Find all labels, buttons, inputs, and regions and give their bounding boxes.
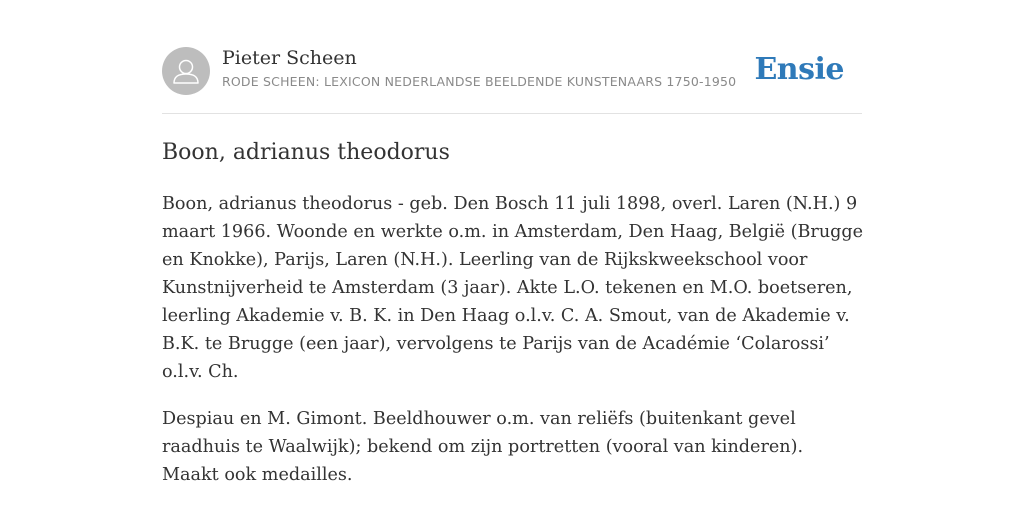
- divider: [162, 113, 862, 114]
- page-title: Boon, adrianus theodorus: [162, 140, 450, 165]
- user-icon: [162, 47, 210, 95]
- article-paragraph: Boon, adrianus theodorus - geb. Den Bosch 11 juli 1898, overl. Laren (N.H.) 9 maart 1966. Woonde en werkte o.m. in Amsterdam, Den Haag, België (Brugge en Knokke), Parijs, Laren (N.H.). Leerling van de Rijkskweekschool voor Kunstnijverheid te Amsterdam (3 jaar). Akte L.O. tekenen en M.O. boetseren, leerling Akademie v. B. K. in Den Haag o.l.v. C. A. Smout, van de Akademie v. B.K. te Brugge (een jaar), vervolgens te Parijs van de Académie ‘Colarossi’ o.l.v. Ch.: [162, 194, 864, 382]
- brand-logo[interactable]: Ensie: [754, 52, 844, 87]
- article-body: [162, 190, 864, 508]
- source-title[interactable]: RODE SCHEEN: LEXICON NEDERLANDSE BEELDENDE KUNSTENAARS 1750-1950: [222, 74, 737, 89]
- article-paragraph: Despiau en M. Gimont. Beeldhouwer o.m. van reliëfs (buitenkant gevel raadhuis te Waalwijk); bekend om zijn portretten (vooral van kinderen). Maakt ook medailles.: [162, 409, 804, 485]
- avatar[interactable]: [162, 47, 210, 95]
- author-name[interactable]: Pieter Scheen: [222, 47, 357, 69]
- header: [162, 46, 862, 96]
